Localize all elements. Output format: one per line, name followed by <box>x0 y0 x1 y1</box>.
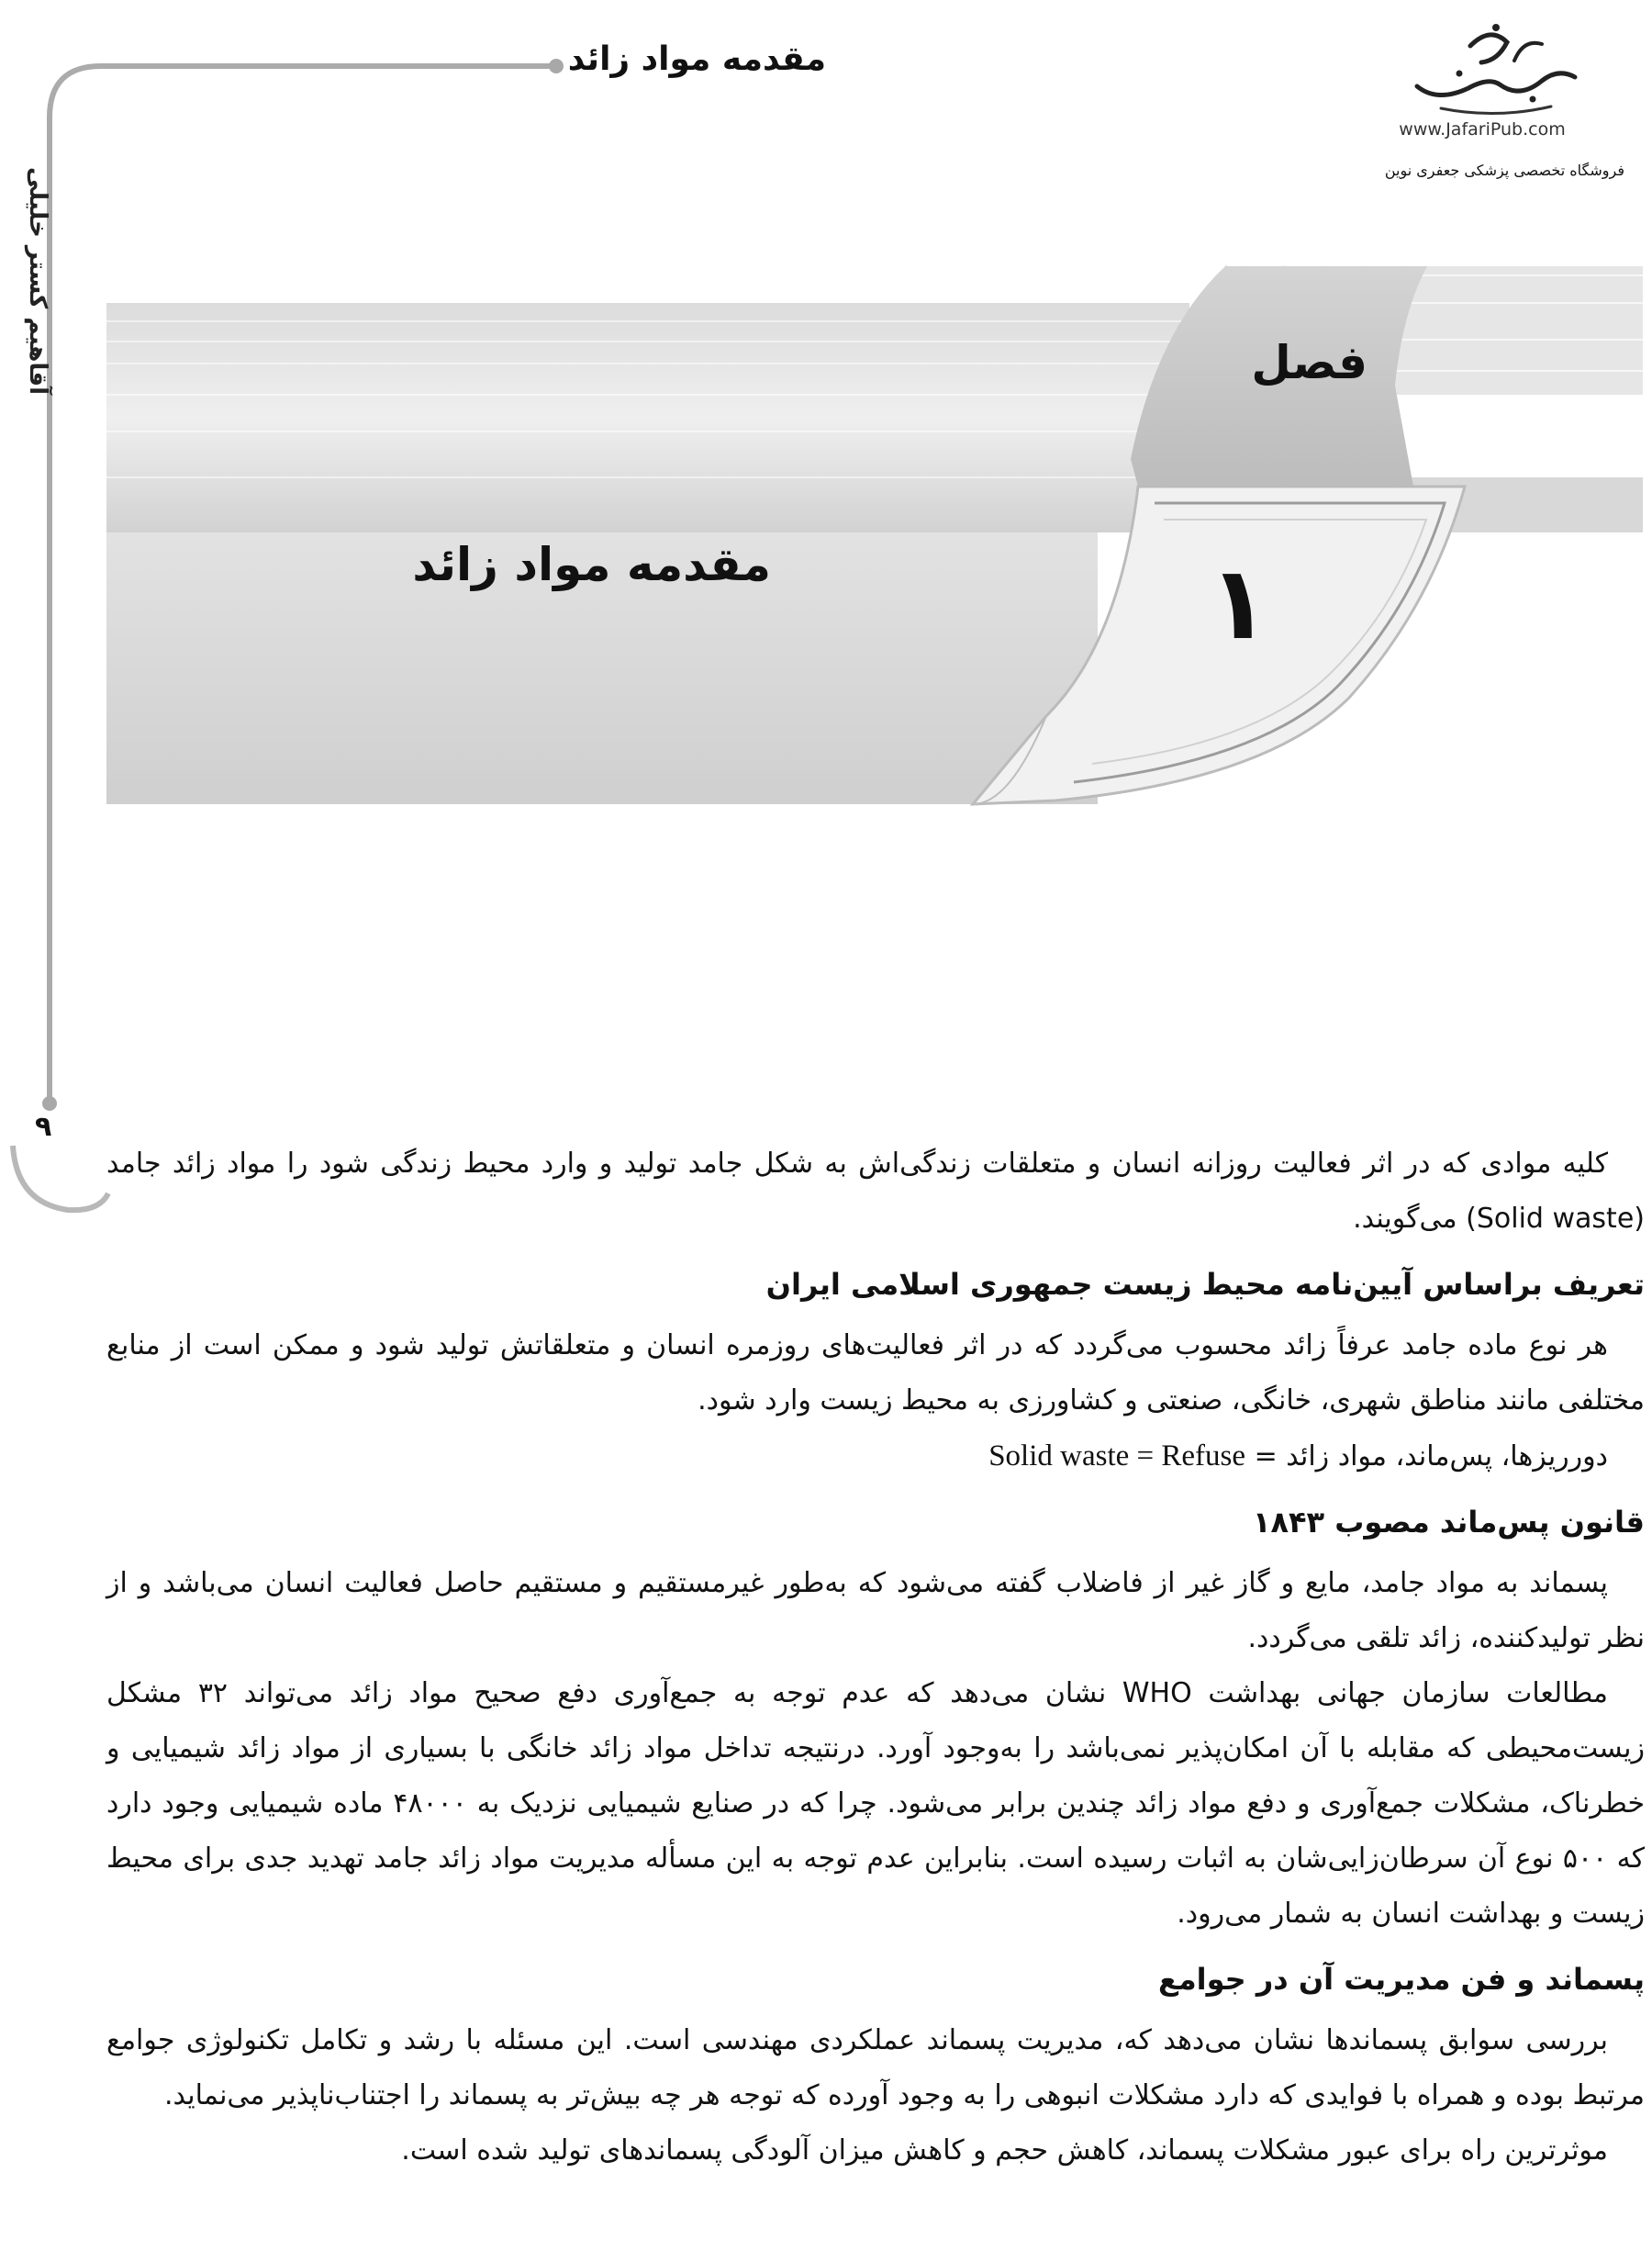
running-title: مقدمه مواد زائد <box>567 40 826 78</box>
section-heading: تعریف براساس آیین‌نامه محیط زیست جمهوری اسلامی ایران <box>765 1267 1645 1302</box>
definition-formula <box>106 1428 1645 1484</box>
paragraph: مطالعات سازمان جهانی بهداشت WHO نشان می‌دهد که عدم توجه به جمع‌آوری دفع صحیح مواد زائد می‌تواند ۳۲ مشکل زیست‌محیطی که مقابله با آن امکان‌پذیر نمی‌باشد را به‌وجود آورد. درنتیجه تداخل مواد زائد خانگی با بسیاری از مواد زائد شیمیایی و خطرناک، مشکلات جمع‌آوری و دفع مواد زائد چندین برابر می‌شود. چرا که در صنایع شیمیایی نزدیک به ۴۸۰۰۰ ماده شیمیایی وجود دارد که ۵۰۰ نوع آن سرطان‌زایی‌شان به اثبات رسیده است. بنابراین عدم توجه به این مسأله مدیریت مواد زائد جامد تهدید جدی برای محیط زیست و بهداشت انسان به شمار می‌رود. <box>106 1677 1646 1930</box>
body-content <box>106 1137 1645 2178</box>
page-number: ۹ <box>35 1111 52 1143</box>
formula-persian: دورریزها، پس‌ماند، مواد زائد = <box>1254 1440 1608 1473</box>
paragraph: بررسی سوابق پسماندها نشان می‌دهد که، مدیریت پسماند عملکردی مهندسی است. این مسئله با رشد و تکامل تکنولوژی جوامع مرتبط بوده و همراه با فوایدی که دارد مشکلات انبوهی را به وجود آورده که توجه هر چه بیش‌تر به پسماند را اجتناب‌ناپذیر می‌نماید. <box>106 2024 1645 2111</box>
chapter-title: مقدمه مواد زائد <box>412 538 771 591</box>
paragraph: هر نوع ماده جامد عرفاً زائد محسوب می‌گردد که در اثر فعالیت‌های روزمره انسان و متعلقاتش تولید شود و ممکن است از منابع مختلفی مانند مناطق شهری، خانگی، صنعتی و کشاورزی به محیط زیست وارد شود. <box>106 1329 1645 1417</box>
section-heading: پسماند و فن مدیریت آن در جوامع <box>1157 1962 1645 1997</box>
section-heading: قانون پس‌ماند مصوب ۱۸۴۳ <box>1252 1505 1645 1540</box>
chapter-number: ۱ <box>1208 544 1270 662</box>
author-name-vertical: آقاهیم کستر خلیلی <box>24 166 51 395</box>
formula-english: Solid waste = Refuse <box>988 1439 1246 1473</box>
rail-dot-bottom <box>42 1096 57 1111</box>
chapter-banner <box>0 0 1652 826</box>
chapter-label: فصل <box>1251 336 1367 389</box>
publisher-shop-name: فروشگاه تخصصی پزشکی جعفری نوین <box>1384 162 1624 179</box>
paragraph: موثرترین راه برای عبور مشکلات پسماند، کاهش حجم و کاهش میزان آلودگی پسماندهای تولید شده است. <box>401 2134 1608 2167</box>
paragraph: پسماند به مواد جامد، مایع و گاز غیر از فاضلاب گفته می‌شود که به‌طور غیرمستقیم و مستقیم حاصل فعالیت انسان می‌باشد و از نظر تولیدکننده، زائد تلقی می‌گردد. <box>106 1567 1645 1654</box>
intro-paragraph: کلیه موادی که در اثر فعالیت روزانه انسان و متعلقات زندگی‌اش به شکل جامد تولید و وارد محیط زندگی شود را مواد زائد جامد (Solid waste) می‌گویند. <box>106 1148 1645 1235</box>
publisher-url: www.JafariPub.com <box>1399 119 1566 140</box>
